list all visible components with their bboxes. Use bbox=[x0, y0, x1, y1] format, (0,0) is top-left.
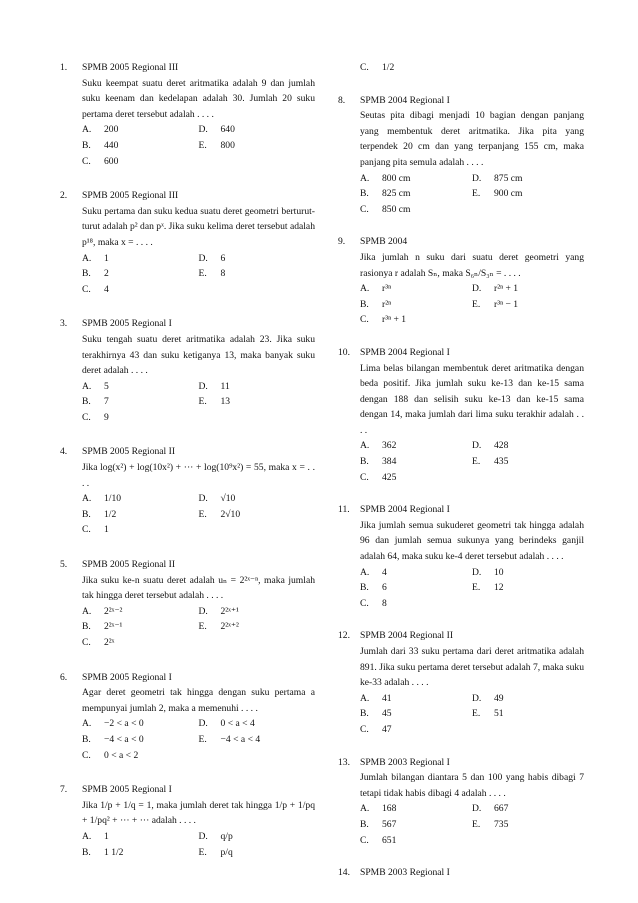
option-value: 11 bbox=[220, 380, 230, 392]
option-letter: E. bbox=[198, 508, 207, 520]
option-letter: A. bbox=[360, 172, 370, 184]
option-value: 567 bbox=[382, 818, 397, 830]
option-value: 4 bbox=[382, 566, 387, 578]
answer-option bbox=[82, 379, 199, 395]
option-value: 825 cm bbox=[382, 188, 411, 200]
answer-option bbox=[360, 171, 472, 187]
option-value: 1 1/2 bbox=[104, 846, 124, 858]
answer-option bbox=[82, 748, 199, 764]
option-value: −4 < a < 4 bbox=[220, 733, 261, 745]
answer-option bbox=[360, 202, 472, 218]
question-source: SPMB 2004 Regional I bbox=[360, 504, 450, 516]
answer-option bbox=[82, 619, 199, 635]
option-letter: B. bbox=[360, 818, 369, 830]
answer-option bbox=[82, 138, 199, 154]
answer-option bbox=[472, 281, 584, 297]
answer-option bbox=[82, 635, 199, 651]
option-letter: C. bbox=[82, 411, 91, 423]
answer-option bbox=[472, 801, 584, 817]
question-source: SPMB 2004 bbox=[360, 236, 408, 248]
question-source: SPMB 2005 Regional II bbox=[82, 559, 176, 571]
option-value: 2²ˣ bbox=[104, 637, 115, 648]
answer-options bbox=[360, 801, 584, 848]
answer-option bbox=[82, 491, 199, 507]
option-value: 640 bbox=[220, 124, 235, 136]
option-value: 667 bbox=[494, 803, 509, 815]
question-item bbox=[338, 234, 584, 328]
question-number: 9. bbox=[338, 236, 346, 248]
option-letter: E. bbox=[198, 268, 207, 280]
answer-option bbox=[199, 138, 316, 154]
option-value: 4 bbox=[104, 283, 109, 295]
option-value: 440 bbox=[104, 139, 119, 151]
answer-option bbox=[472, 565, 584, 581]
option-letter: C. bbox=[360, 471, 369, 483]
option-value: 2²ˣ⁻² bbox=[104, 605, 123, 617]
option-letter: C. bbox=[360, 834, 369, 846]
option-letter: C. bbox=[360, 203, 369, 215]
question-number: 2. bbox=[60, 190, 68, 202]
option-letter: D. bbox=[198, 718, 208, 730]
option-letter: A. bbox=[360, 440, 370, 452]
option-letter: D. bbox=[198, 605, 208, 617]
answer-options bbox=[82, 491, 315, 538]
option-value: 41 bbox=[382, 692, 392, 704]
answer-option bbox=[360, 722, 472, 738]
question-item bbox=[60, 557, 315, 651]
question-number: 3. bbox=[60, 318, 68, 330]
question-item bbox=[338, 865, 584, 881]
option-letter: B. bbox=[82, 621, 91, 633]
question-number: 12. bbox=[338, 630, 350, 642]
question-item bbox=[60, 188, 315, 297]
option-letter: C. bbox=[82, 283, 91, 295]
answer-option bbox=[82, 732, 199, 748]
option-value: 2 bbox=[104, 268, 109, 280]
option-value: 51 bbox=[494, 708, 504, 720]
option-letter: A. bbox=[82, 830, 92, 842]
option-value: 8 bbox=[220, 268, 226, 280]
answer-option bbox=[82, 154, 199, 170]
option-value: r³ⁿ bbox=[382, 283, 392, 295]
answer-option bbox=[82, 716, 199, 732]
question-number: 4. bbox=[60, 446, 68, 458]
option-value: 200 bbox=[104, 124, 119, 136]
option-value: 850 cm bbox=[382, 203, 411, 215]
answer-option bbox=[199, 619, 316, 635]
answer-option bbox=[82, 122, 199, 138]
option-value: 168 bbox=[382, 803, 397, 815]
option-value: 428 bbox=[494, 440, 509, 452]
option-value: 13 bbox=[220, 396, 231, 408]
option-value: 2²ˣ⁻¹ bbox=[104, 621, 123, 633]
option-value: −2 < a < 0 bbox=[104, 718, 144, 730]
option-letter: B. bbox=[360, 298, 369, 310]
option-letter: D. bbox=[198, 830, 208, 842]
option-letter: D. bbox=[198, 252, 208, 264]
option-letter: B. bbox=[360, 456, 369, 468]
answer-option bbox=[199, 491, 316, 507]
answer-option bbox=[199, 604, 316, 620]
option-letter: D. bbox=[472, 692, 482, 704]
option-letter: B. bbox=[82, 268, 91, 280]
question-source: SPMB 2005 Regional II bbox=[82, 446, 176, 458]
option-letter: E. bbox=[198, 846, 207, 858]
answer-option bbox=[472, 438, 584, 454]
option-value: 0 < a < 2 bbox=[104, 749, 139, 761]
option-value: 900 cm bbox=[494, 188, 523, 200]
question-number: 14. bbox=[338, 867, 350, 879]
answer-option bbox=[199, 732, 316, 748]
option-letter: D. bbox=[472, 566, 482, 578]
answer-options bbox=[360, 171, 584, 218]
answer-option bbox=[360, 60, 472, 76]
option-value: 1/10 bbox=[104, 493, 122, 505]
answer-option bbox=[82, 282, 199, 298]
option-value: 800 bbox=[220, 139, 235, 151]
option-letter: B. bbox=[82, 139, 91, 151]
question-source: SPMB 2005 Regional III bbox=[82, 62, 179, 73]
option-value: r³ⁿ − 1 bbox=[494, 298, 519, 310]
answer-option bbox=[360, 186, 472, 202]
option-value: 435 bbox=[494, 456, 509, 468]
option-value: 6 bbox=[382, 582, 387, 594]
answer-option bbox=[82, 251, 199, 267]
answer-option bbox=[199, 122, 316, 138]
question-number: 8. bbox=[338, 94, 346, 106]
question-source: SPMB 2005 Regional I bbox=[82, 318, 172, 330]
answer-option bbox=[472, 186, 584, 202]
answer-options bbox=[82, 604, 315, 651]
option-letter: B. bbox=[360, 708, 369, 720]
option-value: 6 bbox=[220, 252, 226, 264]
option-value: 1 bbox=[104, 830, 109, 842]
question-item bbox=[338, 755, 584, 849]
question-number: 10. bbox=[338, 346, 350, 358]
option-letter: D. bbox=[198, 380, 208, 392]
question-item bbox=[338, 502, 584, 611]
option-letter: A. bbox=[82, 605, 92, 617]
option-letter: A. bbox=[360, 283, 370, 295]
question-text: Agar deret geometri tak hingga dengan suku pertama a mempunyai jumlah 2, maka a memenuhi . . . . bbox=[82, 687, 315, 714]
answer-options bbox=[360, 691, 584, 738]
question-source: SPMB 2005 Regional III bbox=[82, 190, 179, 202]
option-value: p/q bbox=[220, 846, 233, 858]
question-item bbox=[60, 782, 315, 860]
option-value: 1 bbox=[104, 524, 109, 536]
option-value: 7 bbox=[104, 396, 109, 408]
answer-option bbox=[360, 801, 472, 817]
answer-option bbox=[82, 507, 199, 523]
option-value: 875 cm bbox=[494, 172, 523, 184]
option-letter: B. bbox=[82, 846, 91, 858]
option-value: r²ⁿ + 1 bbox=[494, 283, 519, 295]
option-value: 425 bbox=[382, 471, 397, 483]
answer-option bbox=[82, 845, 199, 861]
answer-option bbox=[360, 596, 472, 612]
answer-options bbox=[82, 122, 315, 169]
answer-option bbox=[472, 454, 584, 470]
answer-option bbox=[82, 394, 199, 410]
option-letter: E. bbox=[198, 621, 207, 633]
option-value: 47 bbox=[382, 723, 392, 735]
question-text: Suku keempat suatu deret aritmatika adalah 9 dan jumlah suku keenam dan kedelapan adalah 30. Jumlah 20 suku pertama deret tersebut adalah . . . . bbox=[82, 77, 315, 120]
answer-options bbox=[82, 829, 315, 860]
left-column bbox=[60, 60, 315, 879]
option-letter: E. bbox=[198, 733, 207, 745]
option-letter: A. bbox=[360, 566, 370, 578]
question-source: SPMB 2003 Regional I bbox=[360, 756, 450, 768]
option-letter: D. bbox=[472, 172, 482, 184]
answer-option bbox=[472, 580, 584, 596]
option-letter: D. bbox=[472, 440, 482, 452]
answer-option bbox=[360, 833, 472, 849]
option-value: 1/2 bbox=[104, 508, 117, 520]
option-letter: E. bbox=[472, 708, 481, 720]
question-item bbox=[60, 60, 315, 169]
option-letter: B. bbox=[82, 733, 91, 745]
question-number: 5. bbox=[60, 559, 68, 571]
answer-option bbox=[82, 604, 199, 620]
answer-option bbox=[472, 706, 584, 722]
answer-option bbox=[360, 817, 472, 833]
question-number: 13. bbox=[338, 756, 350, 768]
option-letter: A. bbox=[82, 252, 92, 264]
option-value: 2²ˣ⁺² bbox=[220, 621, 239, 633]
answer-option bbox=[472, 817, 584, 833]
answer-option bbox=[360, 691, 472, 707]
option-letter: B. bbox=[82, 396, 91, 408]
question-source: SPMB 2003 Regional I bbox=[360, 867, 450, 879]
question-source: SPMB 2004 Regional I bbox=[360, 346, 450, 358]
option-value: 0 < a < 4 bbox=[220, 718, 255, 730]
answer-option bbox=[82, 829, 199, 845]
answer-option bbox=[472, 297, 584, 313]
answer-option bbox=[199, 829, 316, 845]
option-value: r²ⁿ bbox=[382, 298, 392, 310]
question-text: Jika jumlah n suku dari suatu deret geometri yang rasionya r adalah Sₙ, maka S₆ₙ/S₃ₙ = . . . . bbox=[360, 251, 584, 279]
answer-option bbox=[199, 379, 316, 395]
answer-options bbox=[82, 716, 315, 763]
option-value: 2²ˣ⁺¹ bbox=[220, 605, 239, 617]
question-item bbox=[338, 93, 584, 218]
answer-option bbox=[199, 394, 316, 410]
question-source: SPMB 2005 Regional I bbox=[82, 784, 172, 796]
answer-option bbox=[360, 454, 472, 470]
answer-options bbox=[82, 251, 315, 298]
question-number: 6. bbox=[60, 671, 68, 683]
option-letter: E. bbox=[198, 139, 207, 151]
answer-option bbox=[360, 565, 472, 581]
question-item bbox=[60, 444, 315, 538]
question-number: 11. bbox=[338, 504, 350, 516]
option-letter: C. bbox=[82, 155, 91, 167]
question-source: SPMB 2004 Regional II bbox=[360, 630, 454, 642]
answer-option bbox=[360, 706, 472, 722]
answer-option bbox=[360, 281, 472, 297]
answer-option bbox=[199, 507, 316, 523]
question-text: Suku pertama dan suku kedua suatu deret geometri berturut-turut adalah p² dan pˣ. Jika suku kelima deret tersebut adalah p¹⁸, maka x = . . . . bbox=[82, 205, 315, 248]
answer-option bbox=[199, 251, 316, 267]
answer-options bbox=[82, 379, 315, 426]
option-value: 800 cm bbox=[382, 172, 411, 184]
option-value: −4 < a < 0 bbox=[104, 733, 144, 745]
question-item bbox=[60, 670, 315, 764]
answer-option bbox=[360, 470, 472, 486]
option-value: 45 bbox=[382, 708, 392, 720]
option-letter: A. bbox=[82, 380, 92, 392]
option-letter: E. bbox=[472, 298, 481, 310]
question-item bbox=[60, 316, 315, 425]
question-item bbox=[338, 628, 584, 737]
option-value: 384 bbox=[382, 456, 397, 468]
question-number: 1. bbox=[60, 62, 68, 73]
option-letter: A. bbox=[360, 803, 370, 815]
option-letter: E. bbox=[472, 818, 481, 830]
option-letter: C. bbox=[360, 597, 369, 609]
question-source: SPMB 2004 Regional I bbox=[360, 94, 450, 106]
answer-option bbox=[472, 171, 584, 187]
option-value: 1/2 bbox=[382, 62, 395, 73]
option-letter: A. bbox=[360, 692, 370, 704]
answer-option bbox=[82, 522, 199, 538]
option-value: 5 bbox=[104, 380, 109, 392]
option-letter: C. bbox=[360, 314, 369, 326]
option-letter: E. bbox=[198, 396, 207, 408]
option-letter: C. bbox=[360, 62, 369, 73]
option-letter: C. bbox=[360, 723, 369, 735]
option-letter: D. bbox=[472, 283, 482, 295]
question-source: SPMB 2005 Regional I bbox=[82, 671, 172, 683]
option-letter: A. bbox=[82, 718, 92, 730]
question-text: Jika log(x²) + log(10x²) + ··· + log(10⁹x²) = 55, maka x = . . . . bbox=[82, 462, 315, 489]
question-text: Suku tengah suatu deret aritmatika adalah 23. Jika suku terakhirnya 43 dan suku ketiganya 13, maka banyak suku deret adalah . . . . bbox=[82, 333, 315, 377]
option-value: q/p bbox=[220, 830, 233, 842]
option-value: r³ⁿ + 1 bbox=[382, 314, 407, 326]
option-letter: C. bbox=[82, 749, 91, 761]
answer-option bbox=[472, 691, 584, 707]
answer-option bbox=[199, 266, 316, 282]
option-value: 1 bbox=[104, 252, 109, 264]
answer-option bbox=[82, 410, 199, 426]
answer-options bbox=[360, 565, 584, 612]
option-letter: D. bbox=[198, 124, 208, 136]
option-letter: A. bbox=[82, 124, 92, 136]
answer-options bbox=[360, 438, 584, 485]
option-value: 2√10 bbox=[220, 508, 241, 520]
option-value: 10 bbox=[494, 566, 504, 578]
option-value: 600 bbox=[104, 155, 119, 167]
option-letter: D. bbox=[198, 493, 208, 505]
option-letter: B. bbox=[360, 582, 369, 594]
option-value: 8 bbox=[382, 597, 387, 609]
question-text: Jika 1/p + 1/q = 1, maka jumlah deret tak hingga 1/p + 1/pq + 1/pq² + ··· + ··· adalah . . . . bbox=[82, 799, 315, 827]
answer-option bbox=[199, 716, 316, 732]
option-value: 362 bbox=[382, 440, 397, 452]
option-letter: D. bbox=[472, 803, 482, 815]
answer-option bbox=[360, 438, 472, 454]
answer-option bbox=[199, 845, 316, 861]
question-text: Jumlah bilangan diantara 5 dan 100 yang habis dibagi 7 tetapi tidak habis dibagi 4 adalah . . . . bbox=[360, 772, 584, 799]
question-item bbox=[338, 60, 584, 76]
option-letter: C. bbox=[82, 524, 91, 536]
option-letter: E. bbox=[472, 582, 481, 594]
answer-options bbox=[360, 281, 584, 328]
answer-option bbox=[360, 580, 472, 596]
right-column bbox=[338, 60, 584, 898]
answer-options bbox=[360, 60, 584, 76]
answer-option bbox=[360, 312, 472, 328]
option-value: 651 bbox=[382, 834, 397, 846]
option-letter: E. bbox=[472, 188, 481, 200]
option-value: 9 bbox=[104, 411, 109, 423]
option-value: 735 bbox=[494, 818, 509, 830]
option-letter: E. bbox=[472, 456, 481, 468]
answer-option bbox=[360, 297, 472, 313]
question-text: Lima belas bilangan membentuk deret aritmatika dengan beda positif. Jika jumlah suku ke-13 dan ke-15 sama dengan 188 dan selisih suku ke-13 dan ke-15 sama dengan 14, maka jumlah dari lima suku terakhir adalah . . . . bbox=[360, 362, 584, 436]
option-value: √10 bbox=[220, 493, 236, 505]
question-text: Jika jumlah semua sukuderet geometri tak hingga adalah 96 dan jumlah semua sukunya yang berindeks ganjil adalah 64, maka suku ke-4 deret tersebut adalah . . . . bbox=[360, 519, 584, 563]
option-letter: A. bbox=[82, 493, 92, 505]
question-number: 7. bbox=[60, 784, 68, 796]
option-letter: C. bbox=[82, 637, 91, 648]
question-text: Jumlah dari 33 suku pertama dari deret aritmatika adalah 891. Jika suku pertama deret tersebut adalah 7, maka suku ke-33 adalah . . . . bbox=[360, 646, 584, 689]
option-value: 49 bbox=[494, 692, 504, 704]
question-text: Jika suku ke-n suatu deret adalah uₙ = 2²ˣ⁻ⁿ, maka jumlah tak hingga deret tersebut adalah . . . . bbox=[82, 574, 315, 602]
question-item bbox=[338, 345, 584, 485]
option-letter: B. bbox=[360, 188, 369, 200]
option-letter: B. bbox=[82, 508, 91, 520]
question-text: Seutas pita dibagi menjadi 10 bagian dengan panjang yang membentuk deret aritmatika. Jika pita yang terpendek 20 cm dan yang terpanjang 155 cm, maka panjang pita semula adalah . . . . bbox=[360, 110, 584, 168]
option-value: 12 bbox=[494, 582, 504, 594]
answer-option bbox=[82, 266, 199, 282]
